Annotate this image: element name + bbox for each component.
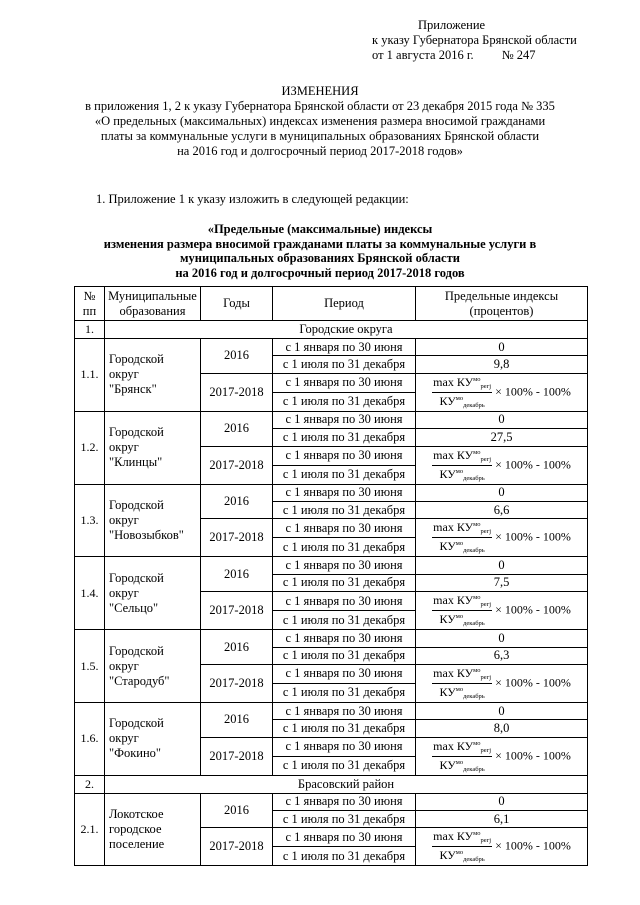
year-2016: 2016 (201, 411, 273, 446)
index-first-half: 0 (416, 339, 588, 356)
period-first-half: с 1 января по 30 июня (273, 793, 416, 810)
period-second-half: с 1 июля по 31 декабря (273, 574, 416, 591)
period-second-half: с 1 июля по 31 декабря (273, 611, 416, 630)
index-second-half: 7,5 (416, 574, 588, 591)
index-formula: $\frac{\max КУ^{мо}регj}{КУ^{мо}декабрь}$ × 100% - 100% (433, 738, 571, 773)
section-row (75, 321, 588, 339)
header-num: № пп (75, 287, 105, 321)
changes-line-1: в приложения 1, 2 к указу Губернатора Брянской области от 23 декабря 2015 года № 335 (85, 99, 555, 113)
table-title-line-1: «Предельные (максимальные) индексы (207, 222, 433, 236)
period-first-half: с 1 января по 30 июня (273, 592, 416, 611)
index-formula-cell (416, 592, 588, 630)
period-second-half: с 1 июля по 31 декабря (273, 811, 416, 828)
year-2016: 2016 (201, 793, 273, 828)
row-number: 1.6. (75, 702, 105, 775)
period-second-half: с 1 июля по 31 декабря (273, 538, 416, 557)
period-first-half: с 1 января по 30 июня (273, 702, 416, 719)
period-first-half: с 1 января по 30 июня (273, 339, 416, 356)
municipality-name: Городской округ "Стародуб" (105, 630, 201, 703)
index-first-half: 0 (416, 630, 588, 647)
municipality-name: Локотское городское поселение (105, 793, 201, 866)
appendix-date-line (372, 48, 634, 63)
index-formula: $\frac{\max КУ^{мо}регj}{КУ^{мо}декабрь}$ × 100% - 100% (433, 374, 571, 409)
index-formula-cell (416, 373, 588, 411)
index-formula-cell (416, 828, 588, 866)
index-second-half: 27,5 (416, 429, 588, 446)
index-formula-cell (416, 446, 588, 484)
period-second-half: с 1 июля по 31 декабря (273, 647, 416, 664)
table-title (0, 222, 640, 280)
table-row (75, 484, 588, 501)
period-second-half: с 1 июля по 31 декабря (273, 683, 416, 702)
appendix-label: Приложение (418, 18, 486, 32)
period-first-half: с 1 января по 30 июня (273, 630, 416, 647)
index-first-half: 0 (416, 484, 588, 501)
period-first-half: с 1 января по 30 июня (273, 519, 416, 538)
period-first-half: с 1 января по 30 июня (273, 484, 416, 501)
indices-table (74, 286, 588, 866)
year-2017-2018: 2017-2018 (201, 519, 273, 557)
index-second-half: 6,6 (416, 501, 588, 518)
appendix-reference: к указу Губернатора Брянской области (372, 33, 577, 47)
section-number: 2. (75, 775, 105, 793)
appendix-block (372, 18, 634, 63)
period-second-half: с 1 июля по 31 декабря (273, 501, 416, 518)
table-row (75, 702, 588, 719)
index-formula-cell (416, 519, 588, 557)
header-period: Период (273, 287, 416, 321)
changes-line-4: на 2016 год и долгосрочный период 2017-2018 годов» (177, 144, 463, 158)
period-second-half: с 1 июля по 31 декабря (273, 756, 416, 775)
period-first-half: с 1 января по 30 июня (273, 557, 416, 574)
changes-line-2: «О предельных (максимальных) индексах изменения размера вносимой гражданами (94, 114, 546, 128)
period-first-half: с 1 января по 30 июня (273, 373, 416, 392)
year-2017-2018: 2017-2018 (201, 664, 273, 702)
section-number: 1. (75, 321, 105, 339)
index-formula: $\frac{\max КУ^{мо}регj}{КУ^{мо}декабрь}$ × 100% - 100% (433, 520, 571, 555)
header-indices: Предельные индексы (процентов) (416, 287, 588, 321)
index-first-half: 0 (416, 557, 588, 574)
index-formula: $\frac{\max КУ^{мо}регj}{КУ^{мо}декабрь}$ × 100% - 100% (433, 829, 571, 864)
index-second-half: 8,0 (416, 720, 588, 737)
period-second-half: с 1 июля по 31 декабря (273, 465, 416, 484)
table-title-line-2: изменения размера вносимой гражданами платы за коммунальные услуги в (103, 236, 537, 251)
period-first-half: с 1 января по 30 июня (273, 446, 416, 465)
table-header-row (75, 287, 588, 321)
period-second-half: с 1 июля по 31 декабря (273, 429, 416, 446)
municipality-name: Городской округ "Фокино" (105, 702, 201, 775)
table-row (75, 557, 588, 574)
table-title-line-4: на 2016 год и долгосрочный период 2017-2018 годов (175, 265, 465, 280)
index-second-half: 6,1 (416, 811, 588, 828)
period-second-half: с 1 июля по 31 декабря (273, 356, 416, 373)
header-years: Годы (201, 287, 273, 321)
period-second-half: с 1 июля по 31 декабря (273, 720, 416, 737)
row-number: 1.1. (75, 339, 105, 412)
year-2017-2018: 2017-2018 (201, 446, 273, 484)
index-formula: $\frac{\max КУ^{мо}регj}{КУ^{мо}декабрь}$ × 100% - 100% (433, 593, 571, 628)
period-first-half: с 1 января по 30 июня (273, 664, 416, 683)
index-second-half: 6,3 (416, 647, 588, 664)
period-first-half: с 1 января по 30 июня (273, 828, 416, 847)
index-formula-cell (416, 664, 588, 702)
header-municipality: Муниципальные образования (105, 287, 201, 321)
index-formula-cell (416, 737, 588, 775)
index-first-half: 0 (416, 793, 588, 810)
year-2017-2018: 2017-2018 (201, 373, 273, 411)
municipality-name: Городской округ "Новозыбков" (105, 484, 201, 557)
table-title-line-3: муниципальных образованиях Брянской области (180, 251, 460, 265)
changes-title (0, 84, 640, 159)
table-row (75, 411, 588, 428)
appendix-date: от 1 августа 2016 г. (372, 48, 474, 62)
year-2016: 2016 (201, 557, 273, 592)
changes-line-3: платы за коммунальные услуги в муниципальных образованиях Брянской области (100, 129, 540, 143)
year-2017-2018: 2017-2018 (201, 828, 273, 866)
municipality-name: Городской округ "Клинцы" (105, 411, 201, 484)
period-first-half: с 1 января по 30 июня (273, 737, 416, 756)
index-second-half: 9,8 (416, 356, 588, 373)
municipality-name: Городской округ "Брянск" (105, 339, 201, 412)
row-number: 1.2. (75, 411, 105, 484)
year-2017-2018: 2017-2018 (201, 592, 273, 630)
period-first-half: с 1 января по 30 июня (273, 411, 416, 428)
row-number: 1.5. (75, 630, 105, 703)
item-1-text: 1. Приложение 1 к указу изложить в следующей редакции: (96, 192, 409, 206)
row-number: 1.3. (75, 484, 105, 557)
year-2017-2018: 2017-2018 (201, 737, 273, 775)
appendix-number: № 247 (501, 48, 536, 62)
index-first-half: 0 (416, 411, 588, 428)
municipality-name: Городской округ "Сельцо" (105, 557, 201, 630)
row-number: 2.1. (75, 793, 105, 866)
changes-heading: ИЗМЕНЕНИЯ (281, 84, 359, 98)
table-row (75, 630, 588, 647)
table-row (75, 793, 588, 810)
year-2016: 2016 (201, 484, 273, 519)
index-formula: $\frac{\max КУ^{мо}регj}{КУ^{мо}декабрь}$ × 100% - 100% (433, 447, 571, 482)
period-second-half: с 1 июля по 31 декабря (273, 847, 416, 866)
period-second-half: с 1 июля по 31 декабря (273, 392, 416, 411)
section-title: Городские округа (105, 321, 588, 339)
table-row (75, 339, 588, 356)
section-title: Брасовский район (105, 775, 588, 793)
section-row (75, 775, 588, 793)
year-2016: 2016 (201, 702, 273, 737)
year-2016: 2016 (201, 339, 273, 374)
index-first-half: 0 (416, 702, 588, 719)
year-2016: 2016 (201, 630, 273, 665)
row-number: 1.4. (75, 557, 105, 630)
index-formula: $\frac{\max КУ^{мо}регj}{КУ^{мо}декабрь}$ × 100% - 100% (433, 665, 571, 700)
